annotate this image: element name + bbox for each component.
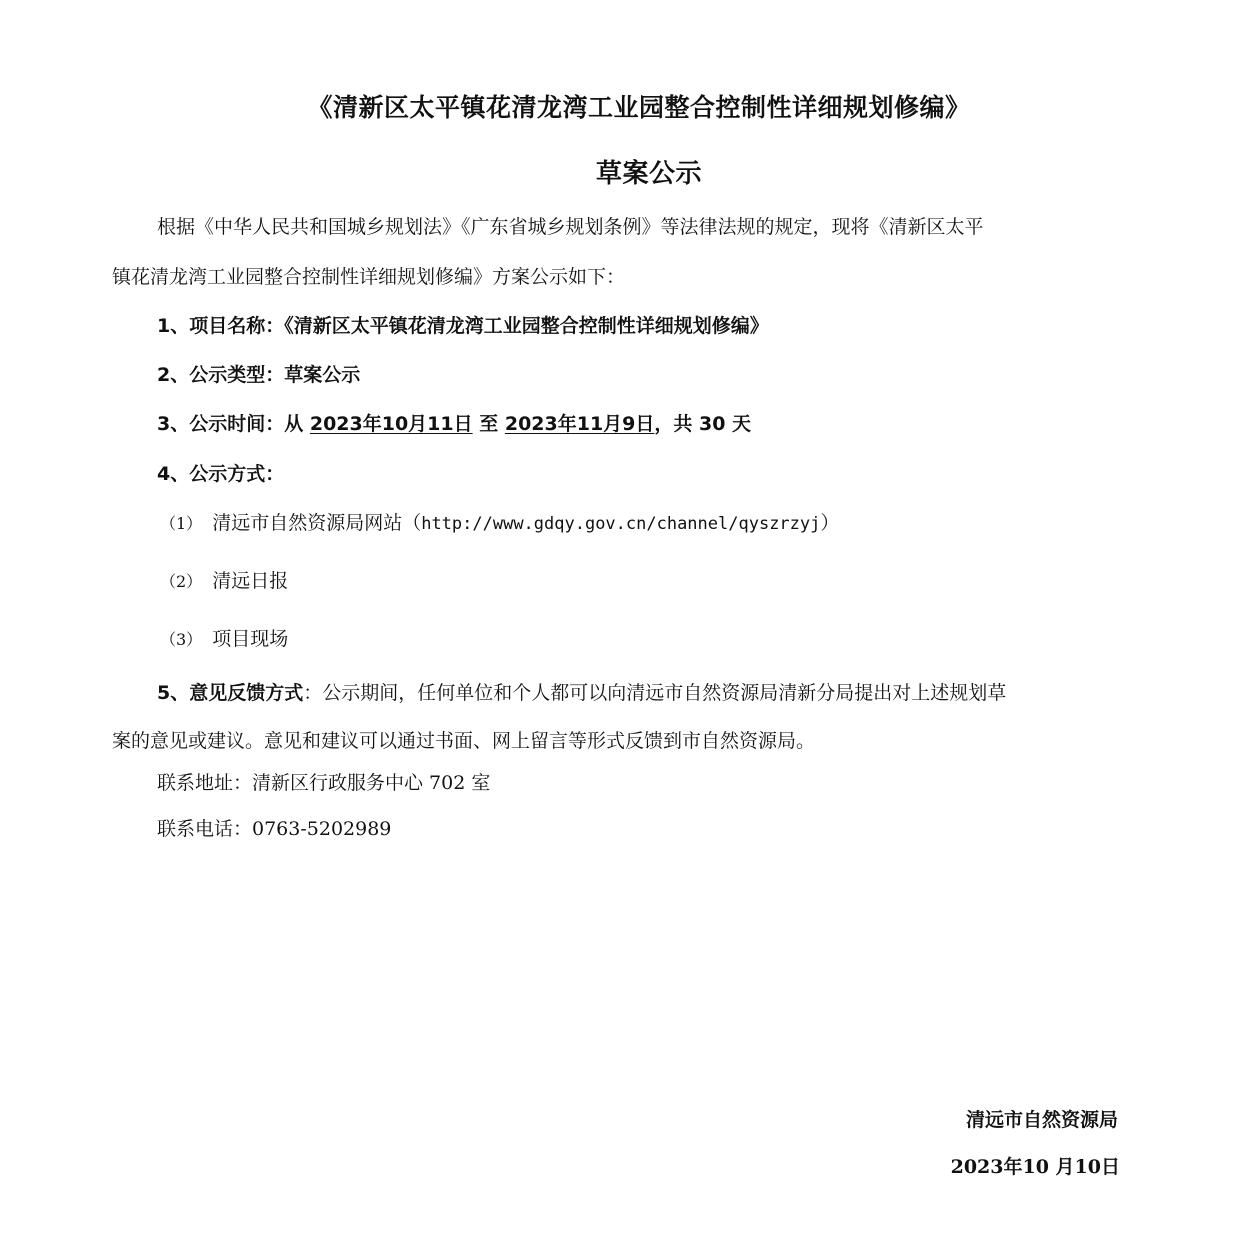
feedback-line-1 — [157, 680, 1006, 706]
method-item-website — [160, 510, 839, 537]
notice-type-value: 草案公示 — [284, 364, 361, 386]
contact-phone: 联系电话：0763-5202989 — [157, 818, 392, 840]
notice-duration: ，共 30 天 — [654, 413, 752, 435]
method-number: （3） — [160, 630, 203, 649]
method-text: 清远日报 — [212, 570, 289, 592]
document-title: 《清新区太平镇花清龙湾工业园整合控制性详细规划修编》 — [307, 93, 971, 122]
feedback-text: ：公示期间，任何单位和个人都可以向清远市自然资源局清新分局提出对上述规划草 — [303, 682, 1007, 704]
signature-organization: 清远市自然资源局 — [965, 1109, 1118, 1131]
notice-type-label: 2、公示类型： — [157, 364, 285, 386]
notice-end-date: 2023年11月9日 — [504, 413, 655, 435]
contact-address: 联系地址：清新区行政服务中心 702 室 — [157, 772, 491, 794]
method-text: 项目现场 — [212, 628, 289, 650]
feedback-label: 5、意见反馈方式 — [157, 682, 304, 704]
method-item-newspaper — [160, 568, 288, 595]
method-number: （2） — [160, 572, 203, 591]
method-item-site — [160, 626, 288, 653]
feedback-line-2: 案的意见或建议。意见和建议可以通过书面、网上留言等形式反馈到市自然资源局。 — [112, 730, 816, 752]
website-link[interactable]: http://www.gdqy.gov.cn/channel/qyszrzyj — [421, 514, 821, 534]
notice-period-connector: 至 — [472, 413, 505, 435]
item-project-name — [157, 313, 769, 339]
method-close-paren: ） — [820, 512, 840, 534]
item-notice-type — [157, 362, 360, 388]
notice-start-date: 2023年10月11日 — [309, 413, 473, 435]
method-number: （1） — [160, 514, 203, 533]
project-name-value: 《清新区太平镇花清龙湾工业园整合控制性详细规划修编》 — [284, 315, 769, 337]
notice-period-label: 3、公示时间：从 — [157, 413, 310, 435]
method-text: 清远市自然资源局网站（ — [212, 512, 422, 534]
document-subtitle: 草案公示 — [595, 159, 702, 189]
signature-date: 2023年10 月10日 — [950, 1156, 1120, 1178]
intro-paragraph-line-1: 根据《中华人民共和国城乡规划法》《广东省城乡规划条例》等法律法规的规定，现将《清新区太平 — [157, 216, 984, 238]
intro-paragraph-line-2: 镇花清龙湾工业园整合控制性详细规划修编》方案公示如下： — [112, 266, 626, 288]
project-name-label: 1、项目名称： — [157, 315, 285, 337]
item-notice-methods: 4、公示方式： — [157, 463, 285, 485]
item-notice-period — [157, 411, 751, 437]
